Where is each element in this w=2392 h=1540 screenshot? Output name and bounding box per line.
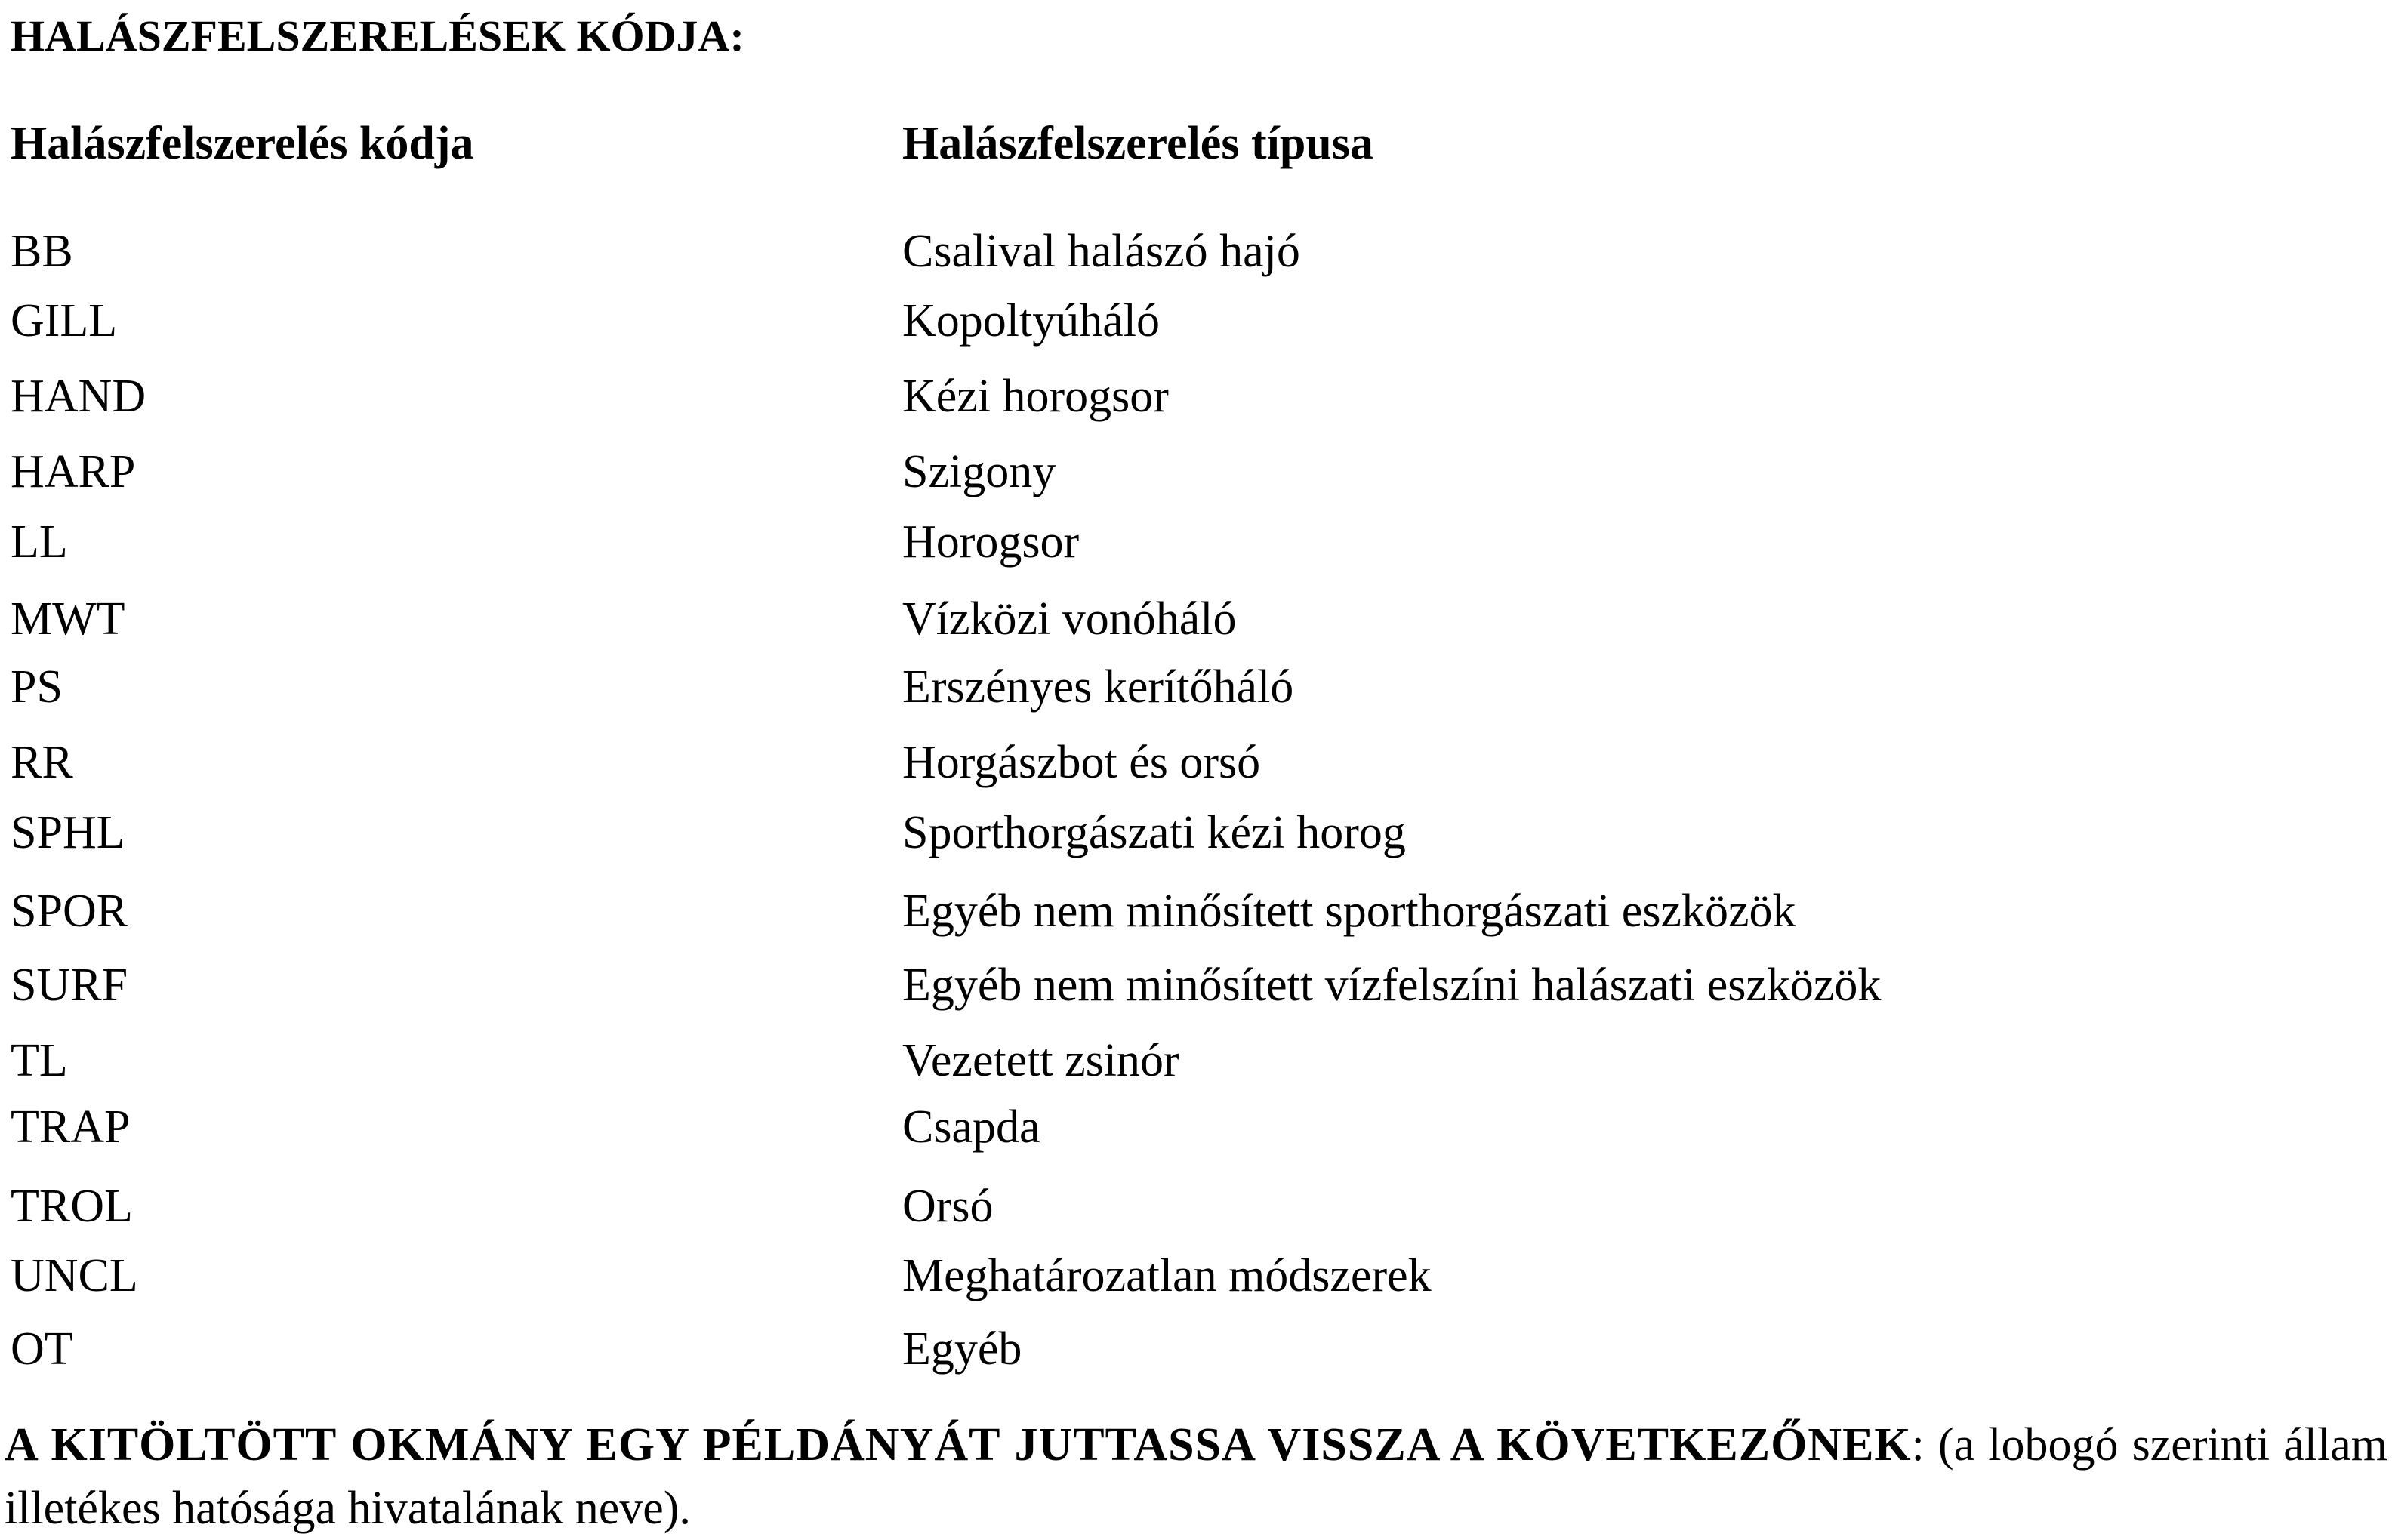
gear-code: TROL (11, 1181, 133, 1232)
table-row (0, 1034, 2392, 1095)
column-header-type: Halászfelszerelés típusa (902, 118, 1373, 169)
table-row (0, 885, 2392, 945)
gear-code: BB (11, 226, 73, 277)
gear-type: Meghatározatlan módszerek (902, 1250, 1432, 1301)
gear-type: Csapda (902, 1101, 1040, 1153)
gear-code: TL (11, 1035, 68, 1086)
gear-code: GILL (11, 295, 118, 346)
gear-type: Csalival halászó hajó (902, 226, 1300, 277)
gear-type: Vezetett zsinór (902, 1035, 1179, 1086)
gear-code: OT (11, 1323, 73, 1375)
table-row (0, 661, 2392, 721)
gear-type: Szigony (902, 446, 1056, 497)
column-header-code: Halászfelszerelés kódja (11, 118, 474, 169)
gear-code: SPHL (11, 807, 125, 858)
gear-code: HAND (11, 371, 146, 422)
table-row (0, 593, 2392, 653)
document-heading: HALÁSZFELSZERELÉSEK KÓDJA: (11, 11, 744, 60)
footer-rest-text: (a lobogó szerinti állam illetékes hatósága hivatalának neve). (5, 1419, 2387, 1534)
gear-code: RR (11, 737, 73, 788)
table-row (0, 959, 2392, 1019)
footer-bold-text: A KITÖLTÖTT OKMÁNY EGY PÉLDÁNYÁT JUTTASSA VISSZA A KÖVETKEZŐNEK (5, 1419, 1912, 1471)
gear-type: Horgászbot és orsó (902, 737, 1261, 788)
table-row (0, 1323, 2392, 1383)
gear-type: Kézi horogsor (902, 371, 1169, 422)
table-row (0, 806, 2392, 867)
footer-colon: : (1911, 1419, 1925, 1471)
table-row (0, 1249, 2392, 1310)
table-row (0, 1101, 2392, 1161)
gear-type: Kopoltyúháló (902, 295, 1160, 346)
gear-code: HARP (11, 446, 136, 497)
gear-type: Sporthorgászati kézi horog (902, 807, 1406, 858)
gear-type: Orsó (902, 1181, 994, 1232)
table-row (0, 225, 2392, 285)
table-row (0, 516, 2392, 576)
table-row (0, 1180, 2392, 1240)
gear-code: PS (11, 661, 63, 713)
gear-code: LL (11, 516, 68, 568)
gear-type: Erszényes kerítőháló (902, 661, 1294, 713)
table-row (0, 294, 2392, 355)
gear-type: Egyéb (902, 1323, 1022, 1375)
gear-type: Egyéb nem minősített sporthorgászati eszközök (902, 886, 1796, 937)
gear-code: UNCL (11, 1250, 138, 1301)
gear-code: SURF (11, 959, 128, 1011)
gear-code: SPOR (11, 886, 128, 937)
gear-type: Vízközi vonóháló (902, 593, 1237, 645)
table-row (0, 736, 2392, 796)
table-row (0, 370, 2392, 430)
table-row (0, 445, 2392, 506)
gear-code: TRAP (11, 1101, 131, 1153)
gear-type: Egyéb nem minősített vízfelszíni halászati eszközök (902, 959, 1882, 1011)
gear-type: Horogsor (902, 516, 1080, 568)
footer-instruction (5, 1413, 2387, 1540)
gear-code: MWT (11, 593, 125, 645)
